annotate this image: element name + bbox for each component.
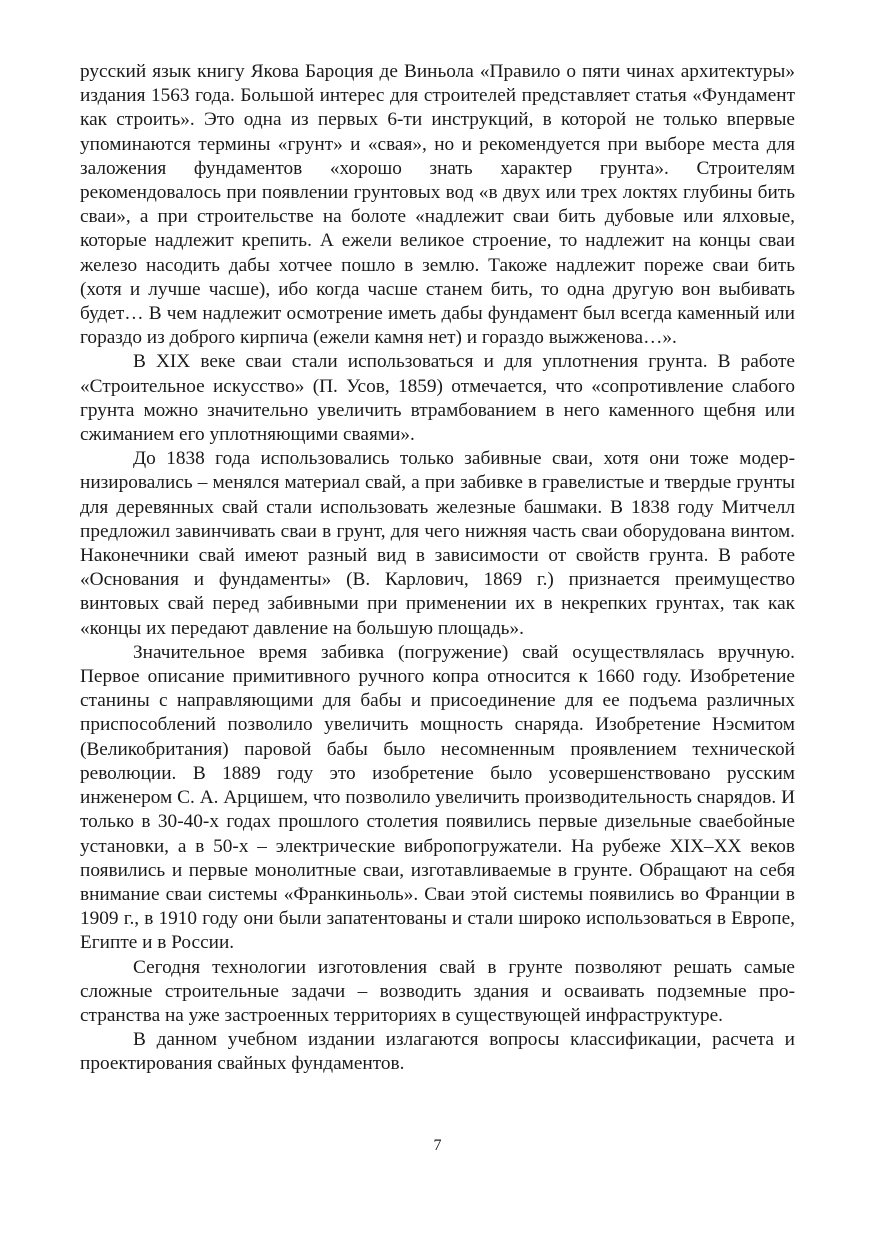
page-number: 7 xyxy=(433,1137,442,1154)
paragraph-pile-driving: Значительное время забивка (погружение) свай осуществлялась вручную. Первое описание примитивного ручного копра относится к 1660 году. Изобретение станины с направляющими для бабы и присоединение для ее подъема различных приспособлений позволило увеличить мощность снаряда. Изобретение Нэсмитом (Великобритания) паровой бабы было несомненным проявлением технической революции. В 1889 году это изобретение было усовершенствовано русским инженером С. А. Арцишем, что позволило увеличить производительность снарядов. И только в 30-40-х годах прошлого столетия появились первые дизельные сваебойные установки, а в 50-х – электрические вибропогружатели. На рубеже XIX–XX веков появились и первые монолитные сваи, изготавливаемые в грунте. Обращают на себя внимание сваи системы «Франкиньоль». Сваи этой системы появились во Франции в 1909 г., в 1910 году они были запатентованы и стали широко использоваться в Европе, Египте и в России. xyxy=(80,641,795,954)
paragraph-edition-scope: В данном учебном издании излагаются вопросы классификации, расчета и проектирования свайных фундаментов. xyxy=(80,1029,795,1075)
paragraph-xix-century: В XIX веке сваи стали использоваться и для уплотнения грунта. В работе «Строительное искусство» (П. Усов, 1859) отмечается, что «сопротивление слабого грунта можно значительно увеличить втрамбованием в него каменного щебня или сжиманием его уплотняющими сваями». xyxy=(80,351,795,446)
paragraph-vignola: русский язык книгу Якова Бароция де Виньола «Правило о пяти чинах архитектуры» издания 1563 года. Большой интерес для строителей представляет статья «Фундамент как строить». Это одна из первых 6-ти инструкций, в которой не только впервые упоминаются термины «грунт» и «свая», но и рекомендуется при выборе места для заложения фундаментов «хорошо знать характер грунта». Строителям рекомендовалось при появлении грунтовых вод «в двух или трех локтях глубины бить сваи», а при строительстве на болоте «надлежит сваи бить дубовые или ялховые, которые надлежит крепить. А ежели великое строение, то надлежит на концы сваи железо насодить дабы хотчее пошло в землю. Такоже надлежит пореже сваи бить (хотя и лучше часше), ибо когда часше станем бить, то одна другую вон выбивать будет… В чем надлежит осмотрение иметь дабы фундамент был всегда каменный или гораздо из доброго кирпича (ежели камня нет) и гораздо выжженова…». xyxy=(80,61,795,349)
paragraph-modern-tech: Сегодня технологии изготовления свай в грунте позволяют решать самые сложные строительные задачи – возводить здания и осваивать подземные пространства на уже застроенных территориях в существующей инфраструктуре. xyxy=(80,956,795,1026)
paragraph-screw-piles: До 1838 года использовались только забивные сваи, хотя они тоже модернизировались – менялся материал свай, а при забивке в гравелистые и твердые грунты для деревянных свай стали использовать железные башмаки. В 1838 году Митчелл предложил завинчивать сваи в грунт, для чего нижняя часть сваи оборудована винтом. Наконечники свай имеют разный вид в зависимости от свойств грунта. В работе «Основания и фундаменты» (В. Карлович, 1869 г.) признается преимущество винтовых свай перед забивными при применении их в некрепких грунтах, так как «концы их передают давление на большую площадь». xyxy=(80,448,795,639)
page-body xyxy=(80,60,795,1077)
